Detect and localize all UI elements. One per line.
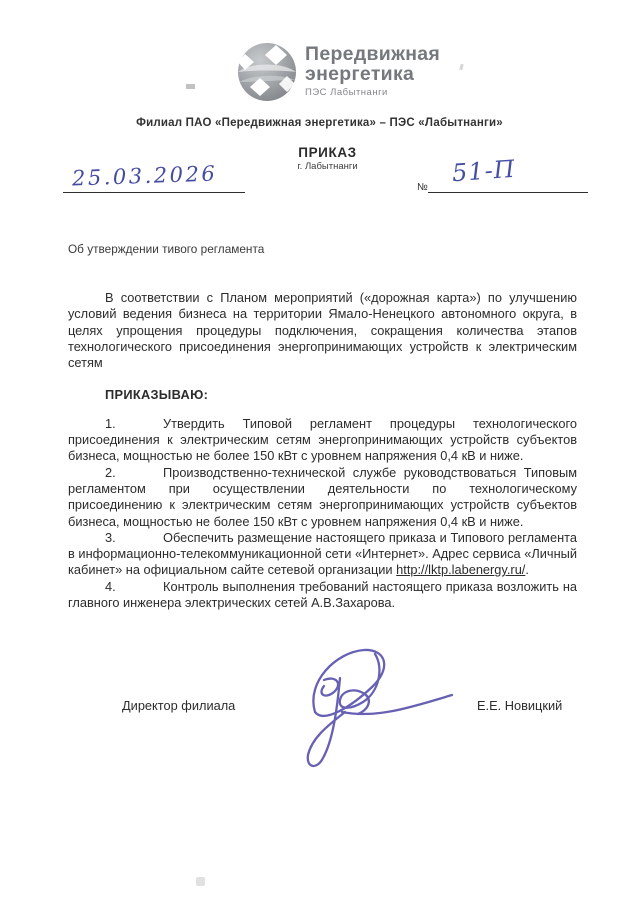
item-number: 1. xyxy=(105,415,116,431)
command-word: ПРИКАЗЫВАЮ: xyxy=(105,387,209,403)
handwritten-signature xyxy=(280,640,460,800)
order-item-2 xyxy=(68,465,577,530)
document-type-title: ПРИКАЗ xyxy=(298,145,357,160)
scan-artifact xyxy=(459,64,464,71)
date-underline xyxy=(63,192,245,193)
handwritten-date: 25.03.2026 xyxy=(71,161,218,191)
branch-name-line: Филиал ПАО «Передвижная энергетика» – ПЭС «Лабытнанги» xyxy=(136,117,503,129)
intro-paragraph: В соответствии с Планом мероприятий («дорожная карта») по улучшению условий ведения бизнеса на территории Ямало-Ненецкого автономного округа, в целях упрощения процедуры подключения, сокращения количества этапов технологического присоединения энергопринимающих устройств к электрическим сетям xyxy=(68,290,577,371)
item-number: 2. xyxy=(105,464,116,480)
order-item-4 xyxy=(68,579,577,612)
logo-title-line2: энергетика xyxy=(305,63,415,85)
scan-artifact xyxy=(186,84,195,89)
logo-subtitle: ПЭС Лабытнанги xyxy=(305,87,388,98)
handwritten-number: 51-П xyxy=(451,154,517,188)
number-underline xyxy=(428,192,588,193)
document-body xyxy=(68,290,577,611)
order-item-3 xyxy=(68,530,577,579)
subject-line: Об утверждении тивого регламента xyxy=(68,242,265,256)
logo-text xyxy=(305,44,440,98)
item-text: Производственно-технической службе руководствоваться Типовым регламентом при осуществлении деятельности по технологическому присоединению к электрическим сетям энергопринимающих устройств субъектов бизнеса, мощностью не более 150 кВт с уровнем напряжения 0,4 кВ и ниже. xyxy=(68,464,577,529)
company-logo xyxy=(237,40,440,102)
signatory-position: Директор филиала xyxy=(122,698,236,713)
item-text: Утвердить Типовой регламент процедуры технологического присоединения к электрическим сетям энергопринимающих устройств субъектов бизнеса, мощностью не более 150 кВт с уровнем напряжения 0,4 кВ и ниже. xyxy=(68,415,577,464)
lk-portal-link: http://lktp.labenergy.ru/ xyxy=(396,562,526,578)
number-label: № xyxy=(417,182,428,193)
document-city: г. Лабытнанги xyxy=(297,161,358,172)
scan-artifact xyxy=(196,877,205,886)
signatory-name: Е.Е. Новицкий xyxy=(477,698,563,713)
item-text: Контроль выполнения требований настоящего приказа возложить на главного инженера электрических сетей А.В.Захарова. xyxy=(68,578,577,611)
item-number: 4. xyxy=(105,578,116,594)
logo-title-line1: Передвижная xyxy=(305,43,441,65)
item-text: Обеспечить размещение настоящего приказа и Типового регламента в информационно-телекоммуникационной сети «Интернет». Адрес сервиса «Личный кабинет» на официальном сайте сетевой организации xyxy=(68,529,577,578)
logo-sphere-icon xyxy=(237,40,297,102)
order-item-1 xyxy=(68,416,577,465)
item-number: 3. xyxy=(105,529,116,545)
item-text-after-link: . xyxy=(525,562,529,578)
